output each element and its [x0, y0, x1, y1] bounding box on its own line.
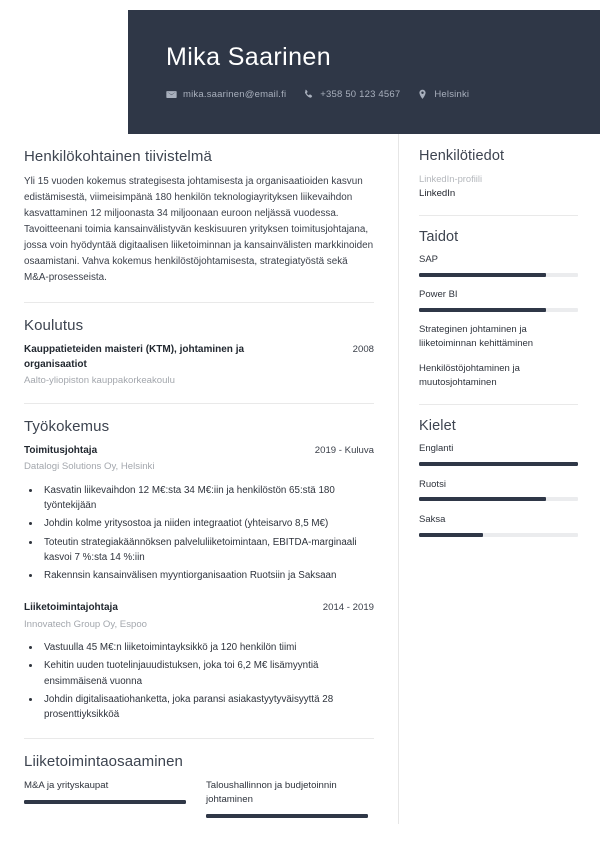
language-item: [419, 513, 578, 537]
contact-location: [417, 89, 469, 100]
competence-label: Taloushallinnon ja budjetoinnin johtaminen: [206, 780, 337, 806]
language-name: Ruotsi: [419, 478, 446, 490]
phone-icon: [303, 89, 314, 100]
experience-heading: Työkokemus: [24, 418, 110, 436]
language-bar-track: [419, 533, 578, 537]
contact-row: [166, 89, 600, 100]
experience-role: Liiketoimintajohtaja: [24, 602, 118, 614]
language-name: Saksa: [419, 514, 446, 526]
experience-dates: 2019 - Kuluva: [314, 445, 374, 457]
language-bar-fill: [419, 497, 546, 501]
experience-dates: 2014 - 2019: [322, 602, 374, 614]
sidebar-column: [398, 134, 600, 824]
competence-bar-track: [206, 814, 368, 818]
language-bar-fill: [419, 462, 578, 466]
personal-field: [419, 172, 578, 201]
list-item: • Johdin digitalisaatiohanketta, joka paransi asiakastyytyväisyyttä 28 prosenttiyksikköä: [41, 692, 374, 723]
competence-bar-track: [24, 800, 186, 804]
language-bar-fill: [419, 533, 483, 537]
skill-bar-fill: [419, 308, 546, 312]
list-item: • Vastuulla 45 M€:n liiketoimintayksikkö ja 120 henkilön tiimi: [41, 640, 374, 655]
list-item: • Kasvatin liikevaihdon 12 M€:sta 34 M€:iin ja henkilöstön 65:stä 180 työntekijään: [41, 483, 374, 514]
list-item: • Toteutin strategiakäännöksen palveluliiketoimintaan, EBITDA-marginaali kasvoi 7 %:sta 14 %:iin: [41, 535, 374, 566]
experience-entry-head: [24, 444, 374, 458]
resume-body: [0, 134, 600, 824]
contact-email-text: mika.saarinen@email.fi: [183, 88, 287, 100]
language-bar-track: [419, 497, 578, 501]
divider: [419, 404, 578, 405]
divider: [24, 403, 374, 404]
skill-name: SAP: [419, 254, 439, 266]
contact-phone-text: +358 50 123 4567: [320, 88, 401, 100]
main-column: [0, 134, 398, 824]
skill-name: Power BI: [419, 288, 458, 300]
competence-grid: [24, 779, 374, 818]
divider: [24, 738, 374, 739]
competence-bar-fill: [24, 800, 186, 804]
divider: [24, 302, 374, 303]
page-title: Mika Saarinen: [166, 43, 332, 71]
list-item: • Johdin kolme yritysostoa ja niiden integraatiot (yhteisarvo 8,5 M€): [41, 516, 374, 531]
sidebar-section-languages: [419, 418, 578, 537]
competence-heading: Liiketoimintaosaaminen: [24, 753, 183, 771]
personal-heading: Henkilötiedot: [419, 148, 505, 164]
skill-name: Strateginen johtaminen ja liiketoiminnan kehittäminen: [419, 323, 534, 349]
experience-bullets: [41, 483, 374, 584]
experience-company: Innovatech Group Oy, Espoo: [24, 618, 148, 630]
section-education: [24, 317, 374, 387]
language-item: [419, 478, 578, 502]
experience-entry: [24, 444, 374, 583]
contact-phone[interactable]: [303, 89, 400, 100]
competence-item: [24, 779, 186, 818]
competence-bar-fill: [206, 814, 368, 818]
contact-email[interactable]: [166, 89, 286, 100]
skill-bar-fill: [419, 273, 546, 277]
divider: [419, 215, 578, 216]
skill-name: Henkilöstöjohtaminen ja muutosjohtaminen: [419, 362, 520, 388]
sidebar-section-skills: [419, 229, 578, 390]
linkedin-label: LinkedIn-profiili: [419, 173, 483, 184]
competence-item: [206, 779, 368, 818]
language-item: [419, 442, 578, 466]
section-summary: [24, 148, 374, 286]
experience-role: Toimitusjohtaja: [24, 445, 98, 457]
skill-bar-track: [419, 273, 578, 277]
map-pin-icon: [417, 89, 428, 100]
section-experience: [24, 418, 374, 722]
education-year: 2008: [352, 344, 374, 356]
experience-bullets: [41, 640, 374, 722]
language-name: Englanti: [419, 442, 454, 454]
skills-heading: Taidot: [419, 229, 459, 246]
list-item: • Rakennsin kansainvälisen myyntiorganisaation Ruotsiin ja Saksaan: [41, 568, 374, 583]
sidebar-section-personal: [419, 148, 578, 201]
education-school: Aalto-yliopiston kauppakorkeakoulu: [24, 374, 175, 386]
section-competence: [24, 753, 374, 818]
education-entry: [24, 343, 374, 387]
experience-company: Datalogi Solutions Oy, Helsinki: [24, 461, 155, 473]
list-item: • Kehitin uuden tuotelinjauudistuksen, joka toi 6,2 M€ lisämyyntiä ensimmäisenä vuonna: [41, 658, 374, 689]
experience-entry-head: [24, 601, 374, 615]
skill-item: [419, 253, 578, 277]
resume-header: [128, 10, 600, 134]
envelope-icon: [166, 89, 177, 100]
language-bar-track: [419, 462, 578, 466]
education-entry-head: [24, 343, 374, 371]
summary-text: Yli 15 vuoden kokemus strategisesta johtamisesta ja organisaatioiden kasvun edistämisestä, viimeisimpänä 180 henkilön teknologiayrityksen liikevaihdon kasvattaminen 12 miljoonasta 34 miljoonaan euroon neljässä vuodessa. Tavoitteenani toimia kansainvälistyvän keskisuuren yrityksen toimitusjohtajana, jossa voin hyödyntää digitaalisen liiketoiminnan ja kansainvälisten markkinoiden osaamistani. Vahva kokemus henkilöstöjohtamisesta, strategiatyöstä sekä M&A-prosesseista.: [24, 176, 374, 284]
skill-item: [419, 288, 578, 312]
linkedin-value[interactable]: LinkedIn: [419, 187, 456, 199]
education-heading: Koulutus: [24, 317, 84, 335]
skill-bar-track: [419, 308, 578, 312]
education-degree: Kauppatieteiden maisteri (KTM), johtaminen ja organisaatiot: [24, 344, 245, 370]
experience-entry: [24, 601, 374, 722]
languages-heading: Kielet: [419, 417, 456, 434]
spacer: [24, 586, 374, 601]
contact-location-text: Helsinki: [434, 88, 470, 100]
summary-heading: Henkilökohtainen tiivistelmä: [24, 148, 212, 165]
competence-label: M&A ja yrityskaupat: [24, 780, 109, 792]
